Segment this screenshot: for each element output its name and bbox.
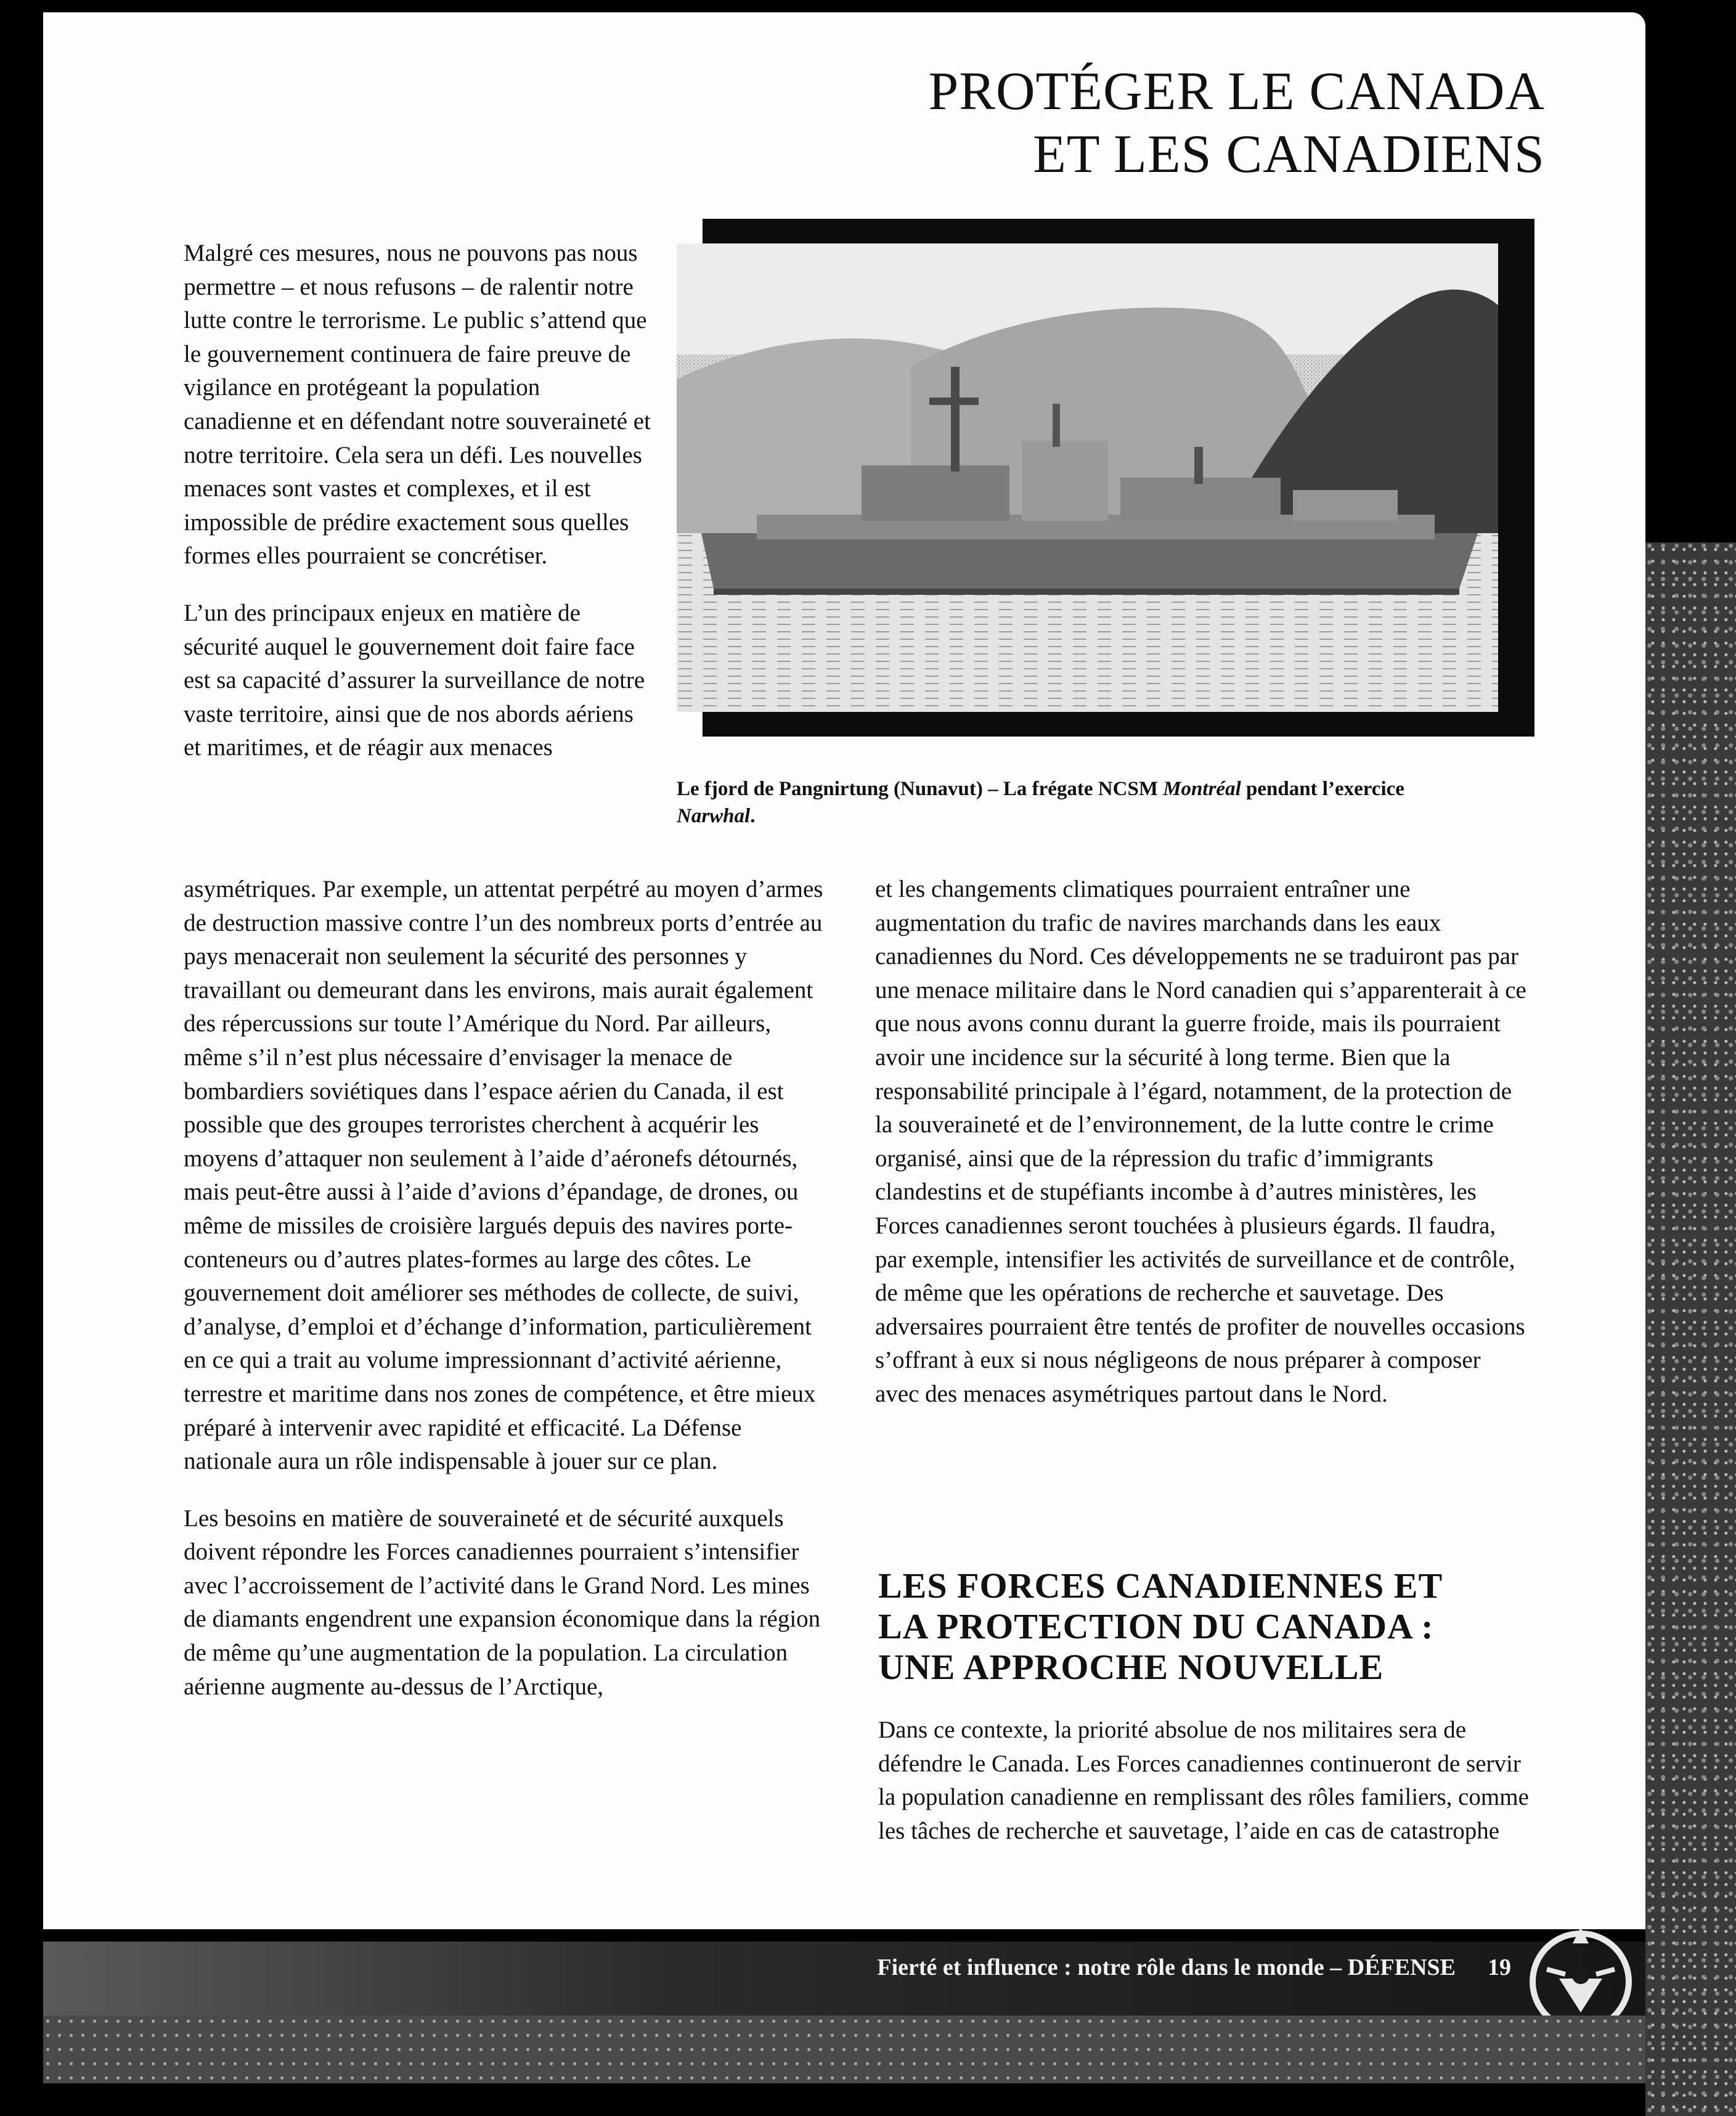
page-title-line-2: ET LES CANADIENS: [1033, 125, 1545, 184]
left-column-bottom: [184, 873, 831, 1727]
caption-prefix: Le fjord de Pangnirtung (Nunavut) – La frégate NCSM: [677, 778, 1163, 800]
right-column-bottom: [878, 1714, 1531, 1871]
left-column-top: [184, 237, 652, 788]
running-footer: [877, 1954, 1511, 1981]
fjord-frigate-image: [677, 243, 1498, 712]
page-title: [928, 60, 1545, 186]
frigate-photo: [677, 243, 1498, 712]
caption-middle: pendant l’exercice: [1241, 778, 1404, 800]
page-edge-background: [1645, 542, 1736, 2116]
caption-ship-name: Montréal: [1163, 778, 1241, 800]
page-title-line-1: PROTÉGER LE CANADA: [928, 62, 1545, 121]
footer-title: Fierté et influence : notre rôle dans le monde – DÉFENSE: [877, 1955, 1456, 1980]
section-heading-line-3: UNE APPROCHE NOUVELLE: [878, 1647, 1384, 1687]
photo-caption: [677, 775, 1416, 830]
section-heading: [878, 1566, 1544, 1688]
paragraph-3: Les besoins en matière de souveraineté et de sécurité auxquels doivent répondre les Forces canadiennes pourraient s’intensifier avec l’accroissement de l’activité dans le Grand Nord. Les mines de diamants engendrent une expansion économique dans la région de même qu’une augmentation de la population. La circulation aérienne augmente au-dessus de l’Arctique,: [184, 1505, 821, 1700]
caption-exercise-name: Narwhal: [677, 805, 751, 827]
paragraph-4: et les changements climatiques pourraient entraîner une augmentation du trafic de navires marchands dans les eaux canadiennes du Nord. Ces développements ne se traduiront pas par une menace militaire dans le Nord canadien qui s’apparenterait à ce que nous avons connu durant la guerre froide, mais ils pourraient avoir une incidence sur la sécurité à long terme. Bien que la responsabilité principale à l’égard, notamment, de la protection de la souveraineté et de l’environnement, de la lutte contre le crime organisé, ainsi que de la répression du trafic d’immigrants clandestins et de stupéfiants incombe à d’autres ministères, les Forces canadiennes seront touchées à plusieurs égards. Il faudra, par exemple, intensifier les activités de surveillance et de contrôle, de même que les opérations de recherche et sauvetage. Des adversaires pourraient être tentés de profiter de nouvelles occasions s’offrant à eux si nous négligeons de nous préparer à composer avec des menaces asymétriques partout dans le Nord.: [875, 876, 1526, 1407]
caption-suffix: .: [750, 805, 756, 827]
right-column-top: [875, 873, 1528, 1435]
paragraph-2-start: L’un des principaux enjeux en matière de sécurité auquel le gouvernement doit faire face est sa capacité d’assurer la surveillance de notre vaste territoire, ainsi que de nos abords aériens et maritimes, et de réagir aux menaces: [184, 599, 645, 761]
paragraph-5: Dans ce contexte, la priorité absolue de nos militaires sera de défendre le Canada. Les Forces canadiennes continueront de servir la population canadienne en remplissant des rôles familiers, comme les tâches de recherche et sauvetage, l’aide en cas de catastrophe: [878, 1717, 1529, 1844]
page-number: 19: [1488, 1955, 1511, 1980]
section-heading-line-1: LES FORCES CANADIENNES ET: [878, 1566, 1443, 1606]
bottom-scan-strip: [43, 2016, 1645, 2083]
paragraph-1: Malgré ces mesures, nous ne pouvons pas nous permettre – et nous refusons – de ralentir notre lutte contre le terrorisme. Le public s’attend que le gouvernement continuera de faire preuve de vigilance en protégeant la population canadienne et en défendant notre souveraineté et notre territoire. Cela sera un défi. Les nouvelles menaces sont vastes et complexes, et il est impossible de prédire exactement sous quelles formes elles pourraient se concrétiser.: [184, 240, 651, 570]
section-heading-line-2: LA PROTECTION DU CANADA :: [878, 1606, 1434, 1646]
paragraph-2-continued: asymétriques. Par exemple, un attentat perpétré au moyen d’armes de destruction massive contre l’un des nombreux ports d’entrée au pays menacerait non seulement la sécurité des personnes y travaillant ou demeurant dans les environs, mais aurait également des répercussions sur toute l’Amérique du Nord. Par ailleurs, même s’il n’est plus nécessaire d’envisager la menace de bombardiers soviétiques dans l’espace aérien du Canada, il est possible que des groupes terroristes cherchent à acquérir les moyens d’attaquer non seulement à l’aide d’aéronefs détournés, mais peut-être aussi à l’aide d’avions d’épandage, de drones, ou même de missiles de croisière largués depuis des navires porte-conteneurs ou d’autres plates-formes au large des côtes. Le gouvernement doit améliorer ses méthodes de collecte, de suivi, d’analyse, d’emploi et d’échange d’information, particulièrement en ce qui a trait au volume impressionnant d’activité aérienne, terrestre et maritime dans nos zones de compétence, et être mieux préparé à intervenir avec rapidité et efficacité. La Défense nationale aura un rôle indispensable à jouer sur ce plan.: [184, 876, 823, 1475]
